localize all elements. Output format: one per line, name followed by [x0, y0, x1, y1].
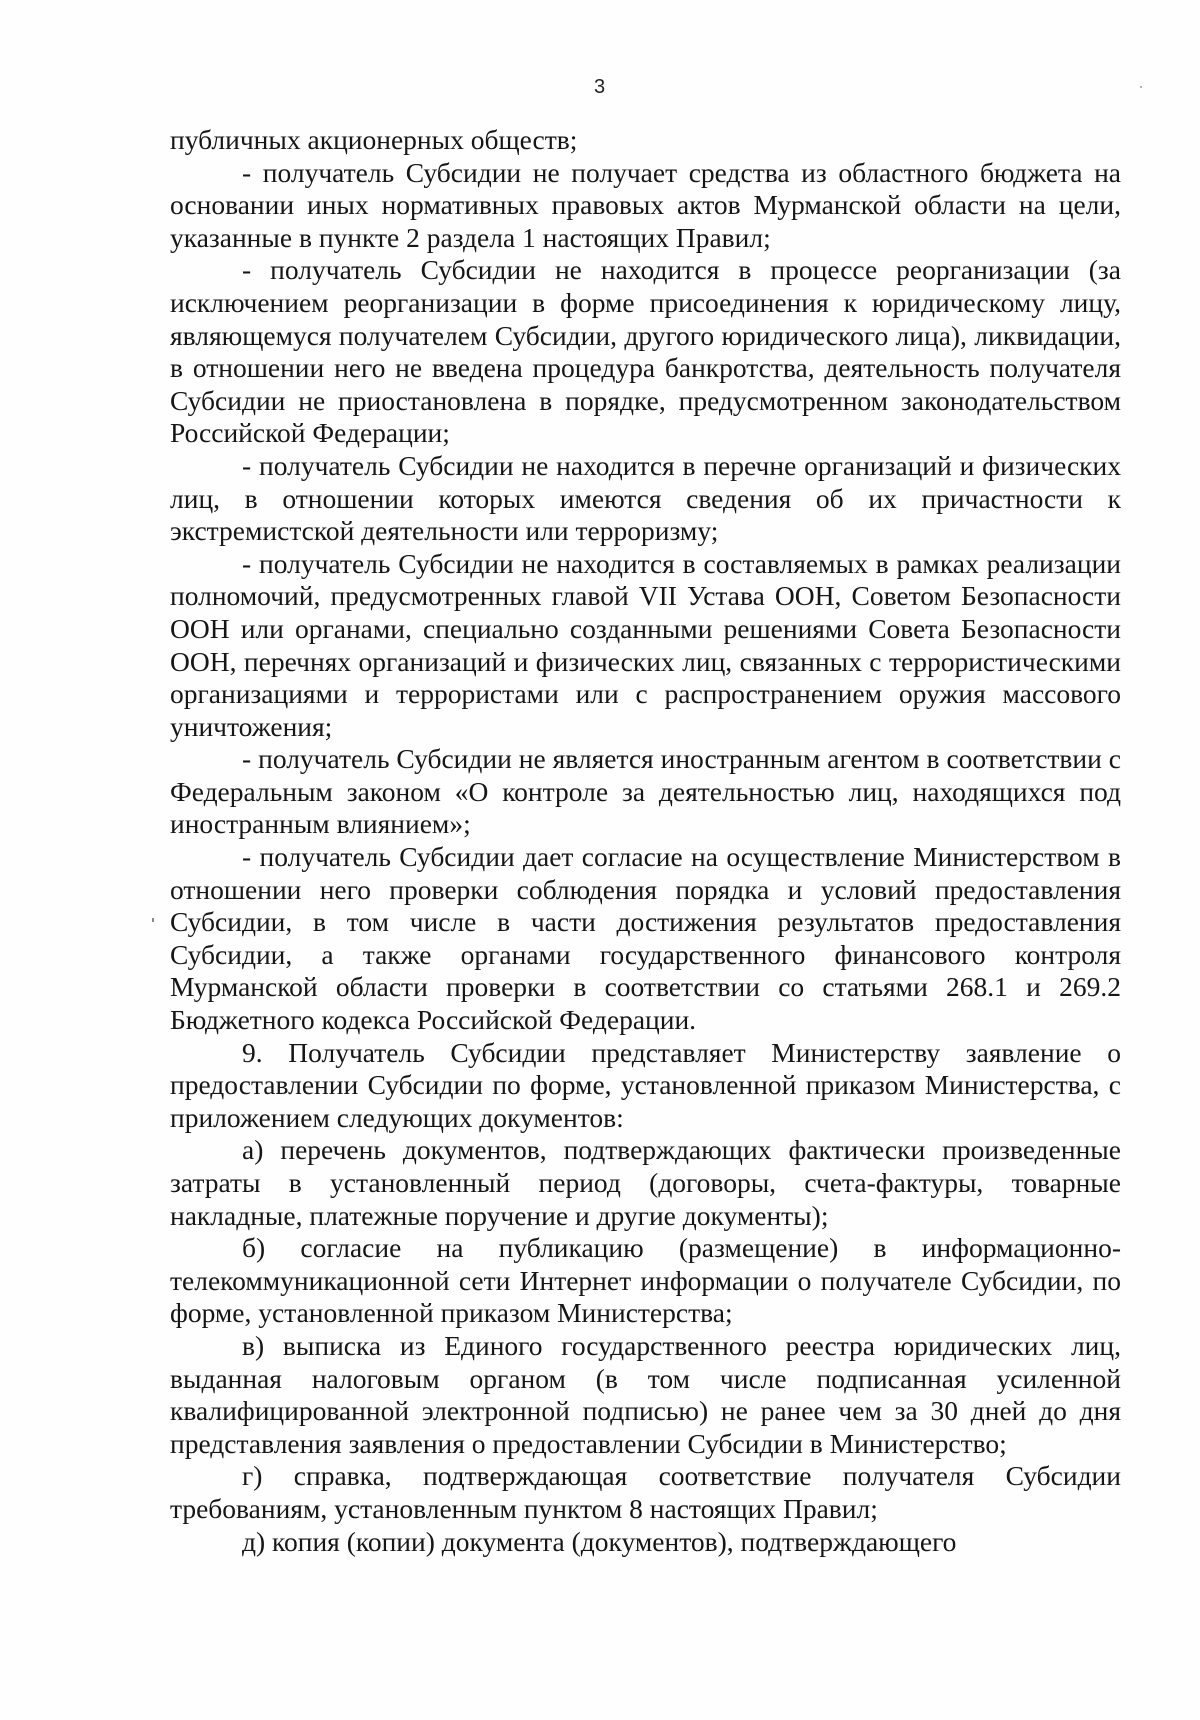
requirement-item: - получатель Субсидии не находится в составляемых в рамках реализации полномочий, предусмотренных главой VII Устава ООН, Советом Безопасности ООН или органами, специально созданными решениями Совета Безопасности ООН, перечнях организаций и физических лиц, связанных с террористическими организациями и террористами или с распространением оружия массового уничтожения;	[170, 547, 1121, 742]
requirement-item: - получатель Субсидии дает согласие на осуществление Министерством в отношении него проверки соблюдения порядка и условий предоставления Субсидии, в том числе в части достижения результатов предоставления Субсидии, а также органами государственного финансового контроля Мурманской области проверки в соответствии со статьями 268.1 и 269.2 Бюджетного кодекса Российской Федерации.	[170, 841, 1121, 1036]
paragraph-continuation: публичных акционерных обществ;	[170, 124, 578, 155]
requirement-item: - получатель Субсидии не является иностранным агентом в соответствии с Федеральным законом «О контроле за деятельностью лиц, находящихся под иностранным влиянием»;	[170, 743, 1121, 840]
scan-speck	[1140, 86, 1142, 88]
scan-speck	[152, 918, 154, 922]
requirement-item: - получатель Субсидии не получает средства из областного бюджета на основании иных нормативных правовых актов Мурманской области на цели, указанные в пункте 2 раздела 1 настоящих Правил;	[170, 156, 1121, 253]
document-list-item: в) выписка из Единого государственного реестра юридических лиц, выданная налоговым органом (в том числе подписанная усиленной квалифицированной электронной подписью) не ранее чем за 30 дней до дня представления заявления о предоставлении Субсидии в Министерство;	[170, 1329, 1121, 1459]
document-list-item: а) перечень документов, подтверждающих фактически произведенные затраты в установленный период (договоры, счета-фактуры, товарные накладные, платежные поручение и другие документы);	[170, 1134, 1121, 1231]
clause-9: 9. Получатель Субсидии представляет Министерству заявление о предоставлении Субсидии по форме, установленной приказом Министерства, с приложением следующих документов:	[170, 1036, 1121, 1133]
body-text	[170, 124, 1121, 1558]
requirement-item: - получатель Субсидии не находится в процессе реорганизации (за исключением реорганизации в форме присоединения к юридическому лицу, являющемуся получателем Субсидии, другого юридического лица), ликвидации, в отношении него не введена процедура банкротства, деятельность получателя Субсидии не приостановлена в порядке, предусмотренном законодательством Российской Федерации;	[170, 254, 1121, 449]
requirement-item: - получатель Субсидии не находится в перечне организаций и физических лиц, в отношении которых имеются сведения об их причастности к экстремистской деятельности или терроризму;	[170, 449, 1121, 547]
document-list-item: г) справка, подтверждающая соответствие получателя Субсидии требованиям, установленным пунктом 8 настоящих Правил;	[170, 1460, 1121, 1524]
document-list-item: д) копия (копии) документа (документов), подтверждающего	[242, 1525, 957, 1557]
document-list-item: б) согласие на публикацию (размещение) в информационно-телекоммуникационной сети Интернет информации о получателе Субсидии, по форме, установленной приказом Министерства;	[170, 1232, 1121, 1329]
page-number: 3	[593, 76, 607, 98]
